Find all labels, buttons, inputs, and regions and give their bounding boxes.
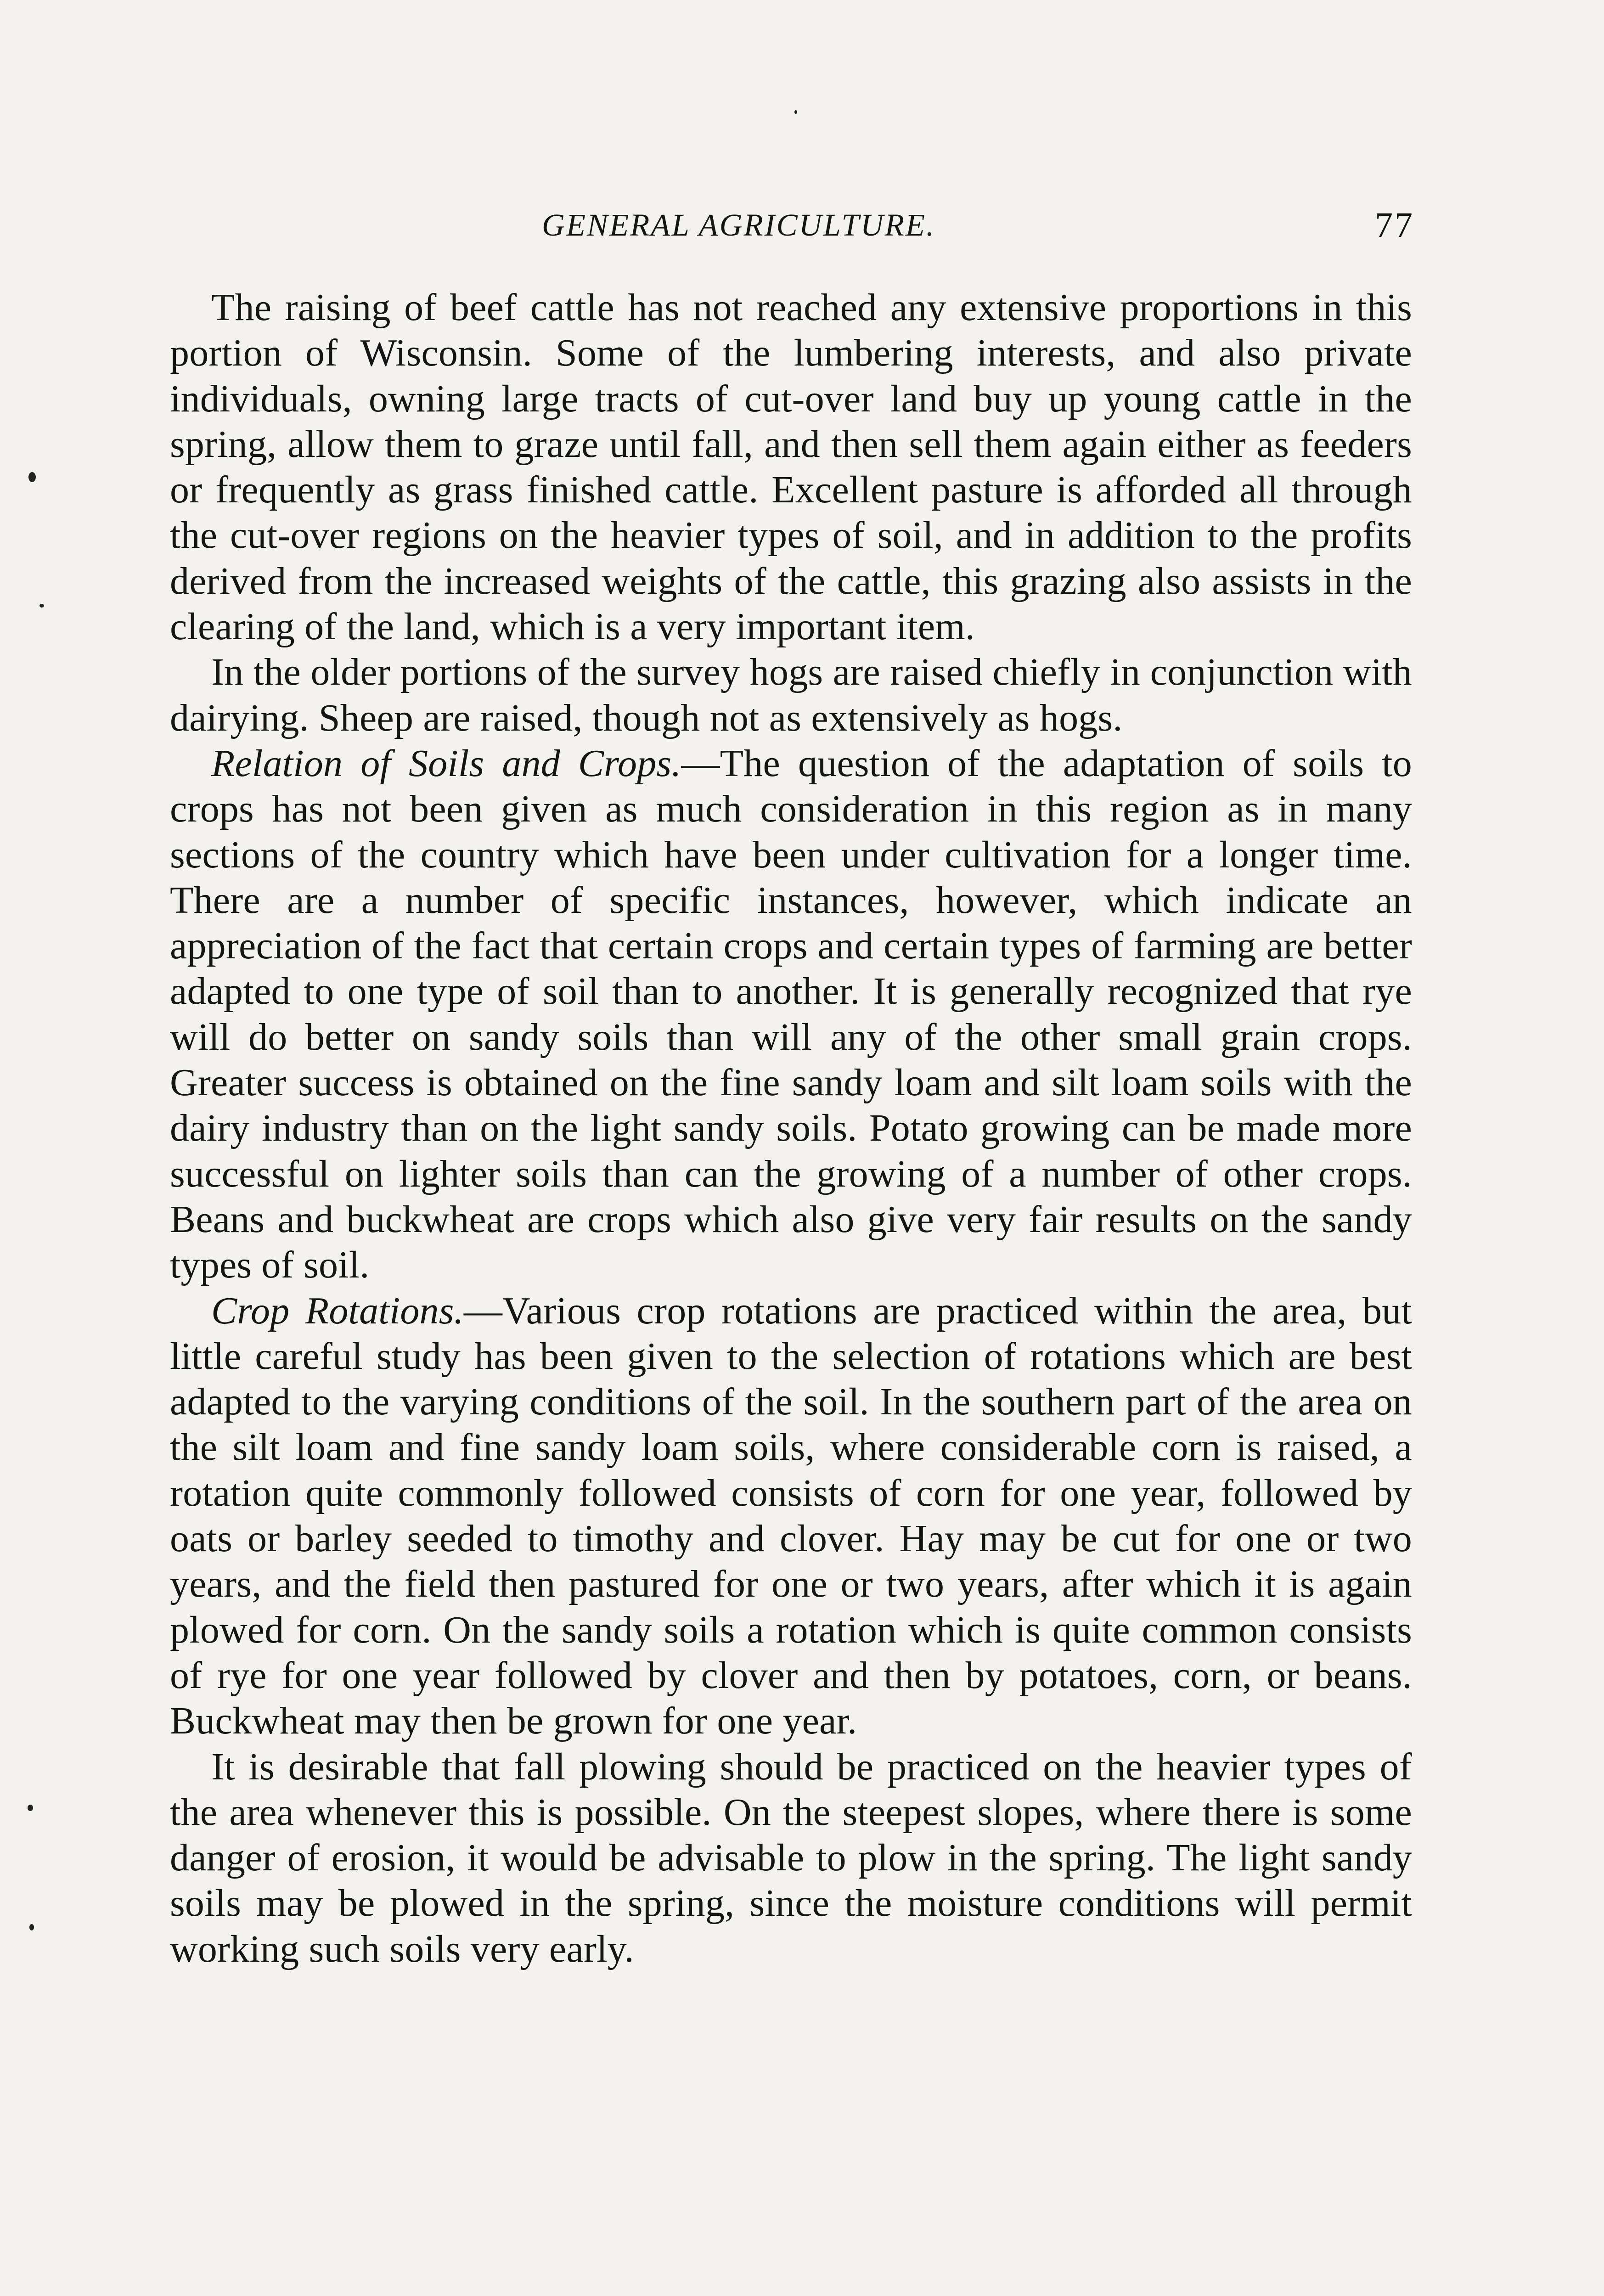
paragraph-hogs-sheep — [170, 649, 1412, 741]
page-number: 77 — [1375, 205, 1414, 245]
paragraph-beef-cattle — [170, 285, 1412, 649]
paragraph-crop-rotations — [170, 1288, 1412, 1744]
paragraph-text: The raising of beef cattle has not reached any extensive proportions in this portion of Wisconsin. Some of the lumbering interests, and also private individuals, owning large tracts of cut-over land buy up young cattle in the spring, allow them to graze until fall, and then sell them again either as feeders or frequently as grass finished cattle. Excellent pasture is afforded all through the cut-over regions on the heavier types of soil, and in addition to the profits derived from the increased weights of the cattle, this grazing also assists in the clearing of the land, which is a very important item. — [170, 286, 1412, 648]
scan-speck — [39, 604, 44, 608]
scan-speck — [28, 1805, 33, 1811]
paragraph-text: —The question of the adaptation of soils to crops has not been given as much consideration in this region as in many sections of the country which have been under cultivation for a longer time. There are a number of specific instances, however, which indicate an appreciation of the fact that certain crops and certain types of farming are better adapted to one type of soil than to another. It is generally recognized that rye will do better on sandy soils than will any of the other small grain crops. Greater success is obtained on the fine sandy loam and silt loam soils with the dairy industry than on the light sandy soils. Potato growing can be made more successful on lighter soils than can the growing of a number of other crops. Beans and buckwheat are crops which also give very fair results on the sandy types of soil. — [170, 742, 1413, 1287]
paragraph-relation-of-soils-and-crops — [170, 741, 1412, 1288]
scan-speck — [28, 472, 36, 482]
running-title: GENERAL AGRICULTURE. — [542, 208, 936, 242]
paragraph-heading: Relation of Soils and Crops. — [211, 742, 681, 785]
paragraph-text: It is desirable that fall plowing should be practiced on the heavier types of the area whenever this is possible. On the steepest slopes, where there is some danger of erosion, it would be advisable to plow in the spring. The light sandy soils may be plowed in the spring, since the moisture conditions will permit working such soils very early. — [170, 1745, 1412, 1970]
running-head — [542, 202, 1414, 257]
paragraph-fall-plowing — [170, 1744, 1412, 1972]
paragraph-text: In the older portions of the survey hogs are raised chiefly in conjunction with dairying. Sheep are raised, though not as extensively as hogs. — [170, 651, 1412, 739]
paragraph-text: —Various crop rotations are practiced within the area, but little careful study has been given to the selection of rotations which are best adapted to the varying conditions of the soil. In the southern part of the area on the silt loam and fine sandy loam soils, where considerable corn is raised, a rotation quite commonly followed consists of corn for one year, followed by oats or barley seeded to timothy and clover. Hay may be cut for one or two years, and the field then pastured for one or two years, after which it is again plowed for corn. On the sandy soils a rotation which is quite common consists of rye for one year followed by clover and then by potatoes, corn, or beans. Buckwheat may then be grown for one year. — [170, 1289, 1412, 1743]
paragraph-heading: Crop Rotations. — [211, 1289, 464, 1332]
scan-speck — [794, 110, 797, 114]
scan-speck — [29, 1924, 34, 1930]
body-text — [170, 285, 1412, 1972]
